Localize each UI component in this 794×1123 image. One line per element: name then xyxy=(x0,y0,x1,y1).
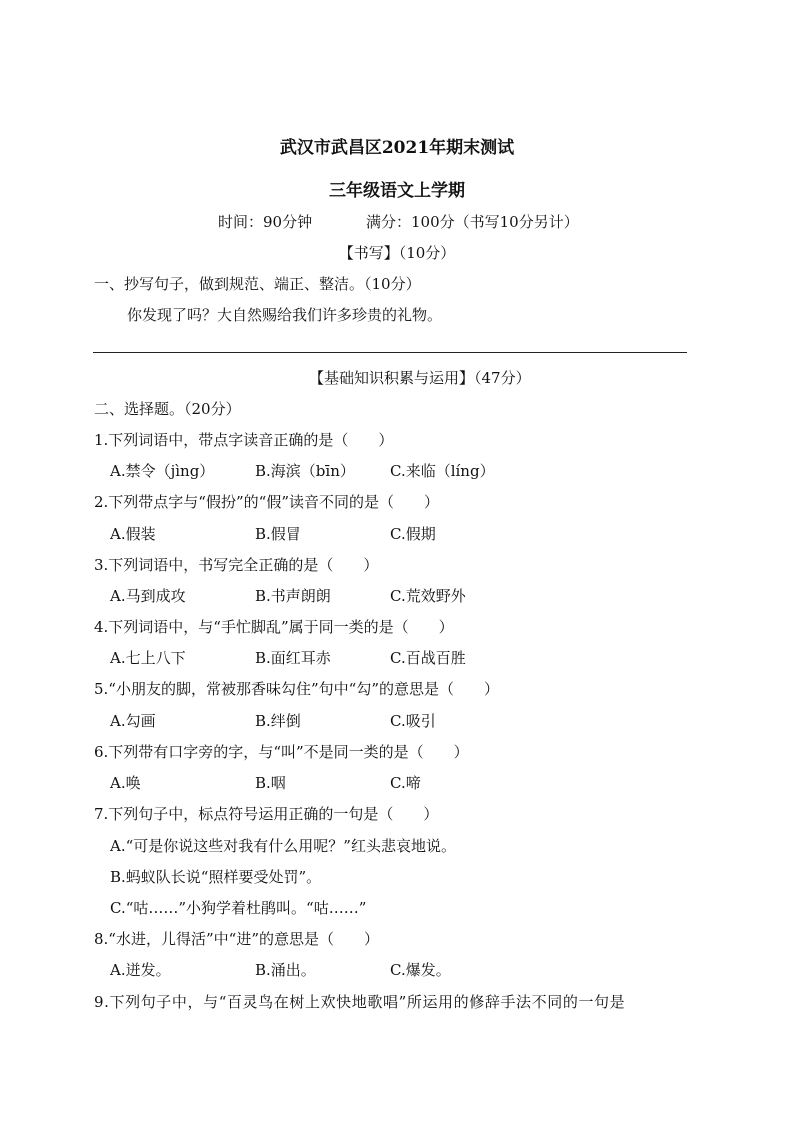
option-b: B.书声朗朗 xyxy=(255,587,331,605)
exam-subtitle: 三年级语文上学期 xyxy=(329,181,465,201)
option-c: C.百战百胜 xyxy=(390,649,466,667)
option-b: B.假冒 xyxy=(255,525,301,543)
question-stem: 7.下列句子中，标点符号运用正确的一句是（ ） xyxy=(94,805,439,823)
question-stem: 3.下列词语中，书写完全正确的是（ ） xyxy=(94,556,379,574)
question-2-heading: 二、选择题。（20分） xyxy=(94,400,241,418)
option-c: C.“咕……”小狗学着杜鹃叫。“咕……” xyxy=(110,899,367,917)
option-a: A.迸发。 xyxy=(110,961,171,979)
option-c: C.假期 xyxy=(390,525,436,543)
writing-line xyxy=(93,352,687,353)
option-c: C.吸引 xyxy=(390,712,436,730)
score-info: 满分：100分（书写10分另计） xyxy=(366,213,579,231)
option-b: B.面红耳赤 xyxy=(255,649,331,667)
option-b: B.咽 xyxy=(255,774,286,792)
option-b: B.海滨（bīn） xyxy=(255,462,355,480)
option-c: C.啼 xyxy=(390,774,421,792)
option-c: C.爆发。 xyxy=(390,961,451,979)
exam-title: 武汉市武昌区2021年期末测试 xyxy=(279,138,515,158)
option-a: A.马到成攻 xyxy=(110,587,186,605)
option-a: A.勾画 xyxy=(110,712,156,730)
option-b: B.蚂蚁队长说“照样要受处罚”。 xyxy=(110,868,322,886)
question-stem: 8.“水进，儿得活”中“进”的意思是（ ） xyxy=(94,930,379,948)
question-stem: 6.下列带有口字旁的字，与“叫”不是同一类的是（ ） xyxy=(94,743,469,761)
option-b: B.涌出。 xyxy=(255,961,316,979)
option-a: A.七上八下 xyxy=(110,649,186,667)
question-stem: 9.下列句子中，与“百灵鸟在树上欢快地歌唱”所运用的修辞手法不同的一句是 xyxy=(94,993,626,1011)
option-a: A.禁令（jìng） xyxy=(110,462,215,480)
option-c: C.荒效野外 xyxy=(390,587,466,605)
option-b: B.绊倒 xyxy=(255,712,301,730)
option-a: A.“可是你说这些对我有什么用呢？”红头悲哀地说。 xyxy=(110,837,456,855)
option-c: C.来临（líng） xyxy=(390,462,495,480)
copy-sentence: 你发现了吗？大自然赐给我们许多珍贵的礼物。 xyxy=(127,306,443,324)
question-stem: 4.下列词语中，与“手忙脚乱”属于同一类的是（ ） xyxy=(94,618,454,636)
option-a: A.假装 xyxy=(110,525,156,543)
time-info: 时间：90分钟 xyxy=(218,213,313,231)
basics-section-heading: 【基础知识积累与运用】（47分） xyxy=(309,369,531,387)
question-1-prompt: 一、抄写句子，做到规范、端正、整洁。（10分） xyxy=(94,275,421,293)
question-stem: 2.下列带点字与“假扮”的“假”读音不同的是（ ） xyxy=(94,493,439,511)
writing-section-heading: 【书写】（10分） xyxy=(338,244,456,262)
question-stem: 5.“小朋友的脚，常被那香味勾住”句中“勾”的意思是（ ） xyxy=(94,680,499,698)
question-stem: 1.下列词语中，带点字读音正确的是（ ） xyxy=(94,431,394,449)
option-a: A.唤 xyxy=(110,774,141,792)
